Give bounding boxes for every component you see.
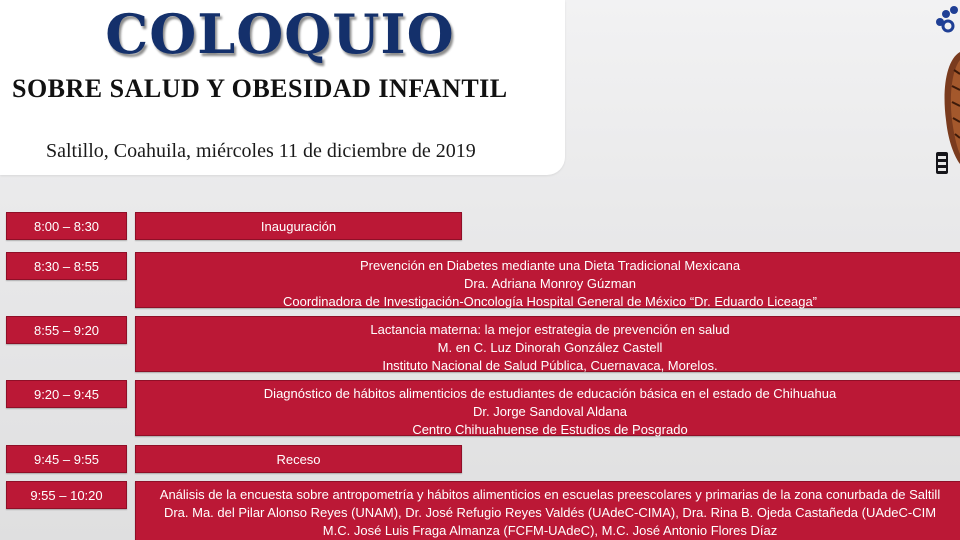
- page-title: COLOQUIO: [105, 2, 455, 66]
- time-label: 9:20 – 9:45: [33, 386, 100, 402]
- speaker-names: Dra. Ma. del Pilar Alonso Reyes (UNAM), Dr. José Refugio Reyes Valdés (UAdeC-CIMA), Dra. Rina B. Ojeda Castañeda (UAdeC-CIM: [163, 505, 937, 520]
- time-slot: [6, 316, 127, 344]
- time-slot: [6, 445, 127, 473]
- title-card: [0, 0, 565, 175]
- location-date: Saltillo, Coahuila, miércoles 11 de diciembre de 2019: [46, 140, 476, 162]
- time-slot: [6, 252, 127, 280]
- talk-title: Análisis de la encuesta sobre antropometría y hábitos alimenticios en escuelas preescolares y primarias de la zona conurbada de Saltill: [159, 487, 941, 502]
- speaker-names-continued: M.C. José Luis Fraga Almanza (FCFM-UAdeC), M.C. José Antonio Flores Díaz: [322, 523, 778, 538]
- institution-crest-icon: [932, 0, 960, 180]
- time-label: 8:00 – 8:30: [33, 218, 100, 234]
- speaker-name: Dr. Jorge Sandoval Aldana: [473, 404, 627, 419]
- time-label: 8:30 – 8:55: [33, 258, 100, 274]
- event-talk: [135, 316, 960, 372]
- talk-title: Lactancia materna: la mejor estrategia de prevención en salud: [370, 322, 730, 337]
- time-label: 8:55 – 9:20: [33, 322, 100, 338]
- speaker-affiliation: Centro Chihuahuense de Estudios de Posgrado: [412, 422, 688, 437]
- speaker-affiliation: Instituto Nacional de Salud Pública, Cuernavaca, Morelos.: [382, 358, 718, 373]
- event-inauguration: [135, 212, 462, 240]
- event-talk: [135, 252, 960, 308]
- page-subtitle: SOBRE SALUD Y OBESIDAD INFANTIL: [12, 74, 508, 103]
- speaker-name: M. en C. Luz Dinorah González Castell: [437, 340, 663, 355]
- time-slot: [6, 380, 127, 408]
- talk-title: Diagnóstico de hábitos alimenticios de estudiantes de educación básica en el estado de Chihuahua: [263, 386, 837, 401]
- event-break: [135, 445, 462, 473]
- time-label: 9:55 – 10:20: [30, 487, 103, 503]
- time-slot: [6, 212, 127, 240]
- time-slot: [6, 481, 127, 509]
- talk-title: Prevención en Diabetes mediante una Dieta Tradicional Mexicana: [359, 258, 741, 273]
- time-label: 9:45 – 9:55: [33, 451, 100, 467]
- speaker-name: Dra. Adriana Monroy Gúzman: [464, 276, 636, 291]
- event-title: Receso: [276, 451, 321, 467]
- event-talk: [135, 481, 960, 540]
- speaker-affiliation: Coordinadora de Investigación-Oncología Hospital General de México “Dr. Eduardo Liceaga”: [282, 294, 818, 309]
- event-title: Inauguración: [260, 218, 337, 234]
- event-talk: [135, 380, 960, 436]
